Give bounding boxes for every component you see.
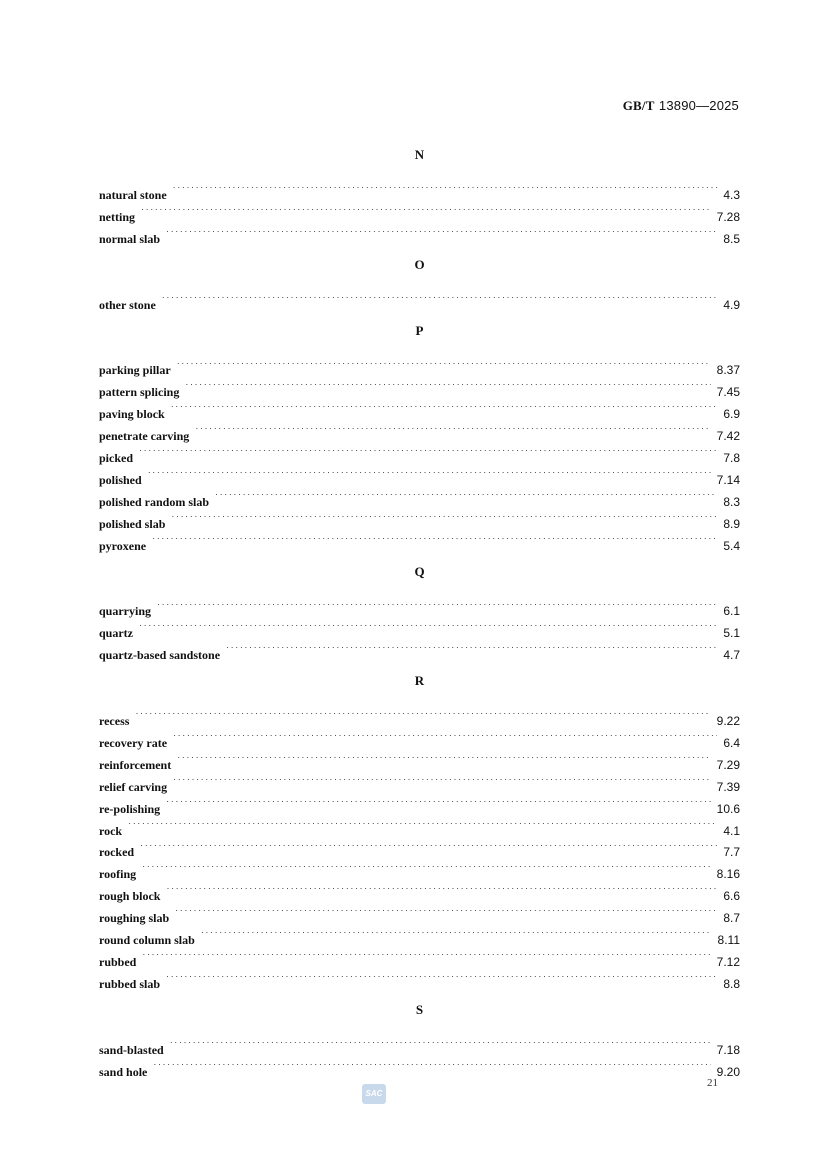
- entry-list: [99, 177, 740, 246]
- entry-ref: 4.1: [723, 823, 740, 838]
- index-entry: [99, 703, 740, 729]
- dot-leader: [173, 769, 711, 791]
- entry-term: recess: [99, 714, 130, 729]
- dot-leader: [171, 506, 717, 528]
- dot-leader: [152, 528, 717, 550]
- dot-leader: [162, 287, 718, 309]
- entry-term: rough block: [99, 889, 161, 904]
- entry-term: sand-blasted: [99, 1042, 164, 1057]
- entry-ref: 7.45: [716, 385, 740, 400]
- entry-term: normal slab: [99, 231, 161, 246]
- entry-ref: 7.42: [716, 429, 740, 444]
- dot-leader: [153, 1054, 710, 1076]
- publisher-watermark-logo: [362, 1084, 386, 1104]
- index-section: [99, 254, 740, 312]
- index-entry: [99, 944, 740, 969]
- standard-code: GB/T: [622, 98, 655, 113]
- dot-leader: [175, 900, 717, 922]
- entry-term: polished slab: [99, 516, 166, 531]
- section-letter: S: [415, 1001, 424, 1017]
- index-entry: [99, 353, 740, 378]
- index-entry: [99, 900, 740, 926]
- entry-list: [99, 353, 740, 553]
- entry-ref: 7.8: [723, 451, 740, 466]
- entry-list: [99, 1032, 740, 1079]
- entry-term: reinforcement: [99, 757, 172, 772]
- index-entry: [99, 396, 740, 422]
- entry-term: rock: [99, 823, 123, 838]
- entry-ref: 4.9: [723, 297, 740, 312]
- index-entry: [99, 374, 740, 400]
- index-entry: [99, 1054, 740, 1079]
- entry-term: rubbed slab: [99, 976, 161, 991]
- entry-ref: 6.9: [723, 407, 740, 422]
- entry-term: paving block: [99, 407, 165, 422]
- page-number: 21: [707, 1077, 718, 1089]
- entry-ref: 8.7: [723, 911, 740, 926]
- entry-term: pattern splicing: [99, 385, 180, 400]
- entry-ref: 7.29: [716, 757, 740, 772]
- dot-leader: [139, 615, 717, 637]
- entry-ref: 8.11: [717, 933, 740, 948]
- entry-ref: 6.1: [723, 604, 740, 619]
- entry-term: recovery rate: [99, 736, 168, 751]
- dot-leader: [148, 462, 711, 484]
- entry-term: roughing slab: [99, 911, 170, 926]
- entry-term: relief carving: [99, 779, 168, 794]
- index-entry: [99, 594, 740, 619]
- entry-list: [99, 287, 740, 312]
- dot-leader: [128, 813, 717, 835]
- entry-term: rubbed: [99, 954, 137, 969]
- dot-leader: [226, 637, 717, 659]
- entry-term: penetrate carving: [99, 429, 190, 444]
- entry-list: [99, 594, 740, 663]
- dot-leader: [166, 791, 711, 813]
- dot-leader: [170, 1032, 711, 1054]
- dot-leader: [177, 353, 711, 375]
- entry-list: [99, 703, 740, 991]
- index-entry: [99, 528, 740, 553]
- index-entry: [99, 1032, 740, 1057]
- dot-leader: [173, 725, 717, 747]
- entry-ref: 6.4: [723, 736, 740, 751]
- entry-term: polished random slab: [99, 494, 210, 509]
- index-entry: [99, 615, 740, 641]
- index-entry: [99, 769, 740, 794]
- entry-ref: 10.6: [716, 801, 740, 816]
- entry-ref: 7.28: [716, 209, 740, 224]
- entry-ref: 4.3: [723, 187, 740, 202]
- dot-leader: [166, 966, 717, 988]
- entry-term: quartz-based sandstone: [99, 648, 221, 663]
- entry-ref: 7.14: [716, 472, 740, 487]
- entry-term: netting: [99, 209, 135, 224]
- index-entry: [99, 813, 740, 838]
- index-entry: [99, 199, 740, 224]
- entry-term: pyroxene: [99, 538, 147, 553]
- index-entry: [99, 637, 740, 663]
- dot-leader: [141, 199, 711, 221]
- dot-leader: [201, 922, 712, 944]
- section-letter: R: [414, 673, 425, 689]
- entry-term: rocked: [99, 845, 135, 860]
- dot-leader: [140, 835, 717, 857]
- index-entry: [99, 856, 740, 882]
- entry-ref: 8.9: [723, 516, 740, 531]
- index-section: [99, 320, 740, 553]
- entry-term: natural stone: [99, 187, 167, 202]
- index-section: [99, 144, 740, 246]
- index-entry: [99, 966, 740, 991]
- index-entry: [99, 835, 740, 860]
- dot-leader: [157, 594, 717, 616]
- dot-leader: [139, 440, 717, 462]
- entry-term: sand hole: [99, 1064, 148, 1079]
- entry-term: parking pillar: [99, 363, 171, 378]
- index-entry: [99, 922, 740, 948]
- entry-term: quartz: [99, 626, 133, 641]
- index-entry: [99, 177, 740, 202]
- index-entry: [99, 418, 740, 444]
- section-letter: Q: [414, 563, 425, 579]
- dot-leader: [142, 856, 711, 878]
- document-header: [623, 98, 739, 114]
- entry-term: quarrying: [99, 604, 152, 619]
- dot-leader: [173, 177, 718, 199]
- entry-ref: 5.1: [723, 626, 740, 641]
- index-section: [99, 561, 740, 663]
- entry-ref: 7.7: [723, 845, 740, 860]
- entry-term: roofing: [99, 867, 137, 882]
- entry-ref: 8.3: [723, 494, 740, 509]
- index-entry: [99, 506, 740, 531]
- dot-leader: [215, 484, 717, 506]
- section-letter: O: [414, 256, 425, 272]
- entry-ref: 7.39: [716, 779, 740, 794]
- dot-leader: [166, 221, 717, 243]
- dot-leader: [135, 703, 710, 725]
- index-entry: [99, 440, 740, 466]
- index-entry: [99, 725, 740, 751]
- index-entry: [99, 221, 740, 246]
- entry-ref: 8.8: [723, 976, 740, 991]
- entry-term: polished: [99, 472, 142, 487]
- dot-leader: [171, 396, 718, 418]
- index-content: [99, 144, 740, 1087]
- entry-term: re-polishing: [99, 801, 161, 816]
- standard-number: 13890—2025: [658, 98, 739, 113]
- dot-leader: [177, 747, 710, 769]
- dot-leader: [195, 418, 710, 440]
- entry-ref: 7.18: [716, 1042, 740, 1057]
- section-letter: P: [415, 322, 424, 338]
- index-entry: [99, 747, 740, 772]
- entry-ref: 8.16: [716, 867, 740, 882]
- index-section: [99, 999, 740, 1079]
- entry-term: other stone: [99, 297, 156, 312]
- entry-ref: 9.22: [716, 714, 740, 729]
- entry-ref: 5.4: [723, 538, 740, 553]
- watermark-text: SAC: [365, 1089, 383, 1098]
- entry-ref: 8.5: [723, 231, 740, 246]
- entry-term: round column slab: [99, 933, 195, 948]
- dot-leader: [142, 944, 710, 966]
- dot-leader: [185, 374, 710, 396]
- index-entry: [99, 878, 740, 904]
- dot-leader: [166, 878, 717, 900]
- entry-term: picked: [99, 451, 134, 466]
- index-entry: [99, 287, 740, 312]
- entry-ref: 4.7: [723, 648, 740, 663]
- index-entry: [99, 462, 740, 487]
- index-section: [99, 670, 740, 991]
- index-entry: [99, 791, 740, 816]
- index-entry: [99, 484, 740, 509]
- section-letter: N: [414, 147, 425, 162]
- entry-ref: 7.12: [716, 954, 740, 969]
- entry-ref: 9.20: [716, 1064, 740, 1079]
- entry-ref: 8.37: [716, 363, 740, 378]
- entry-ref: 6.6: [723, 889, 740, 904]
